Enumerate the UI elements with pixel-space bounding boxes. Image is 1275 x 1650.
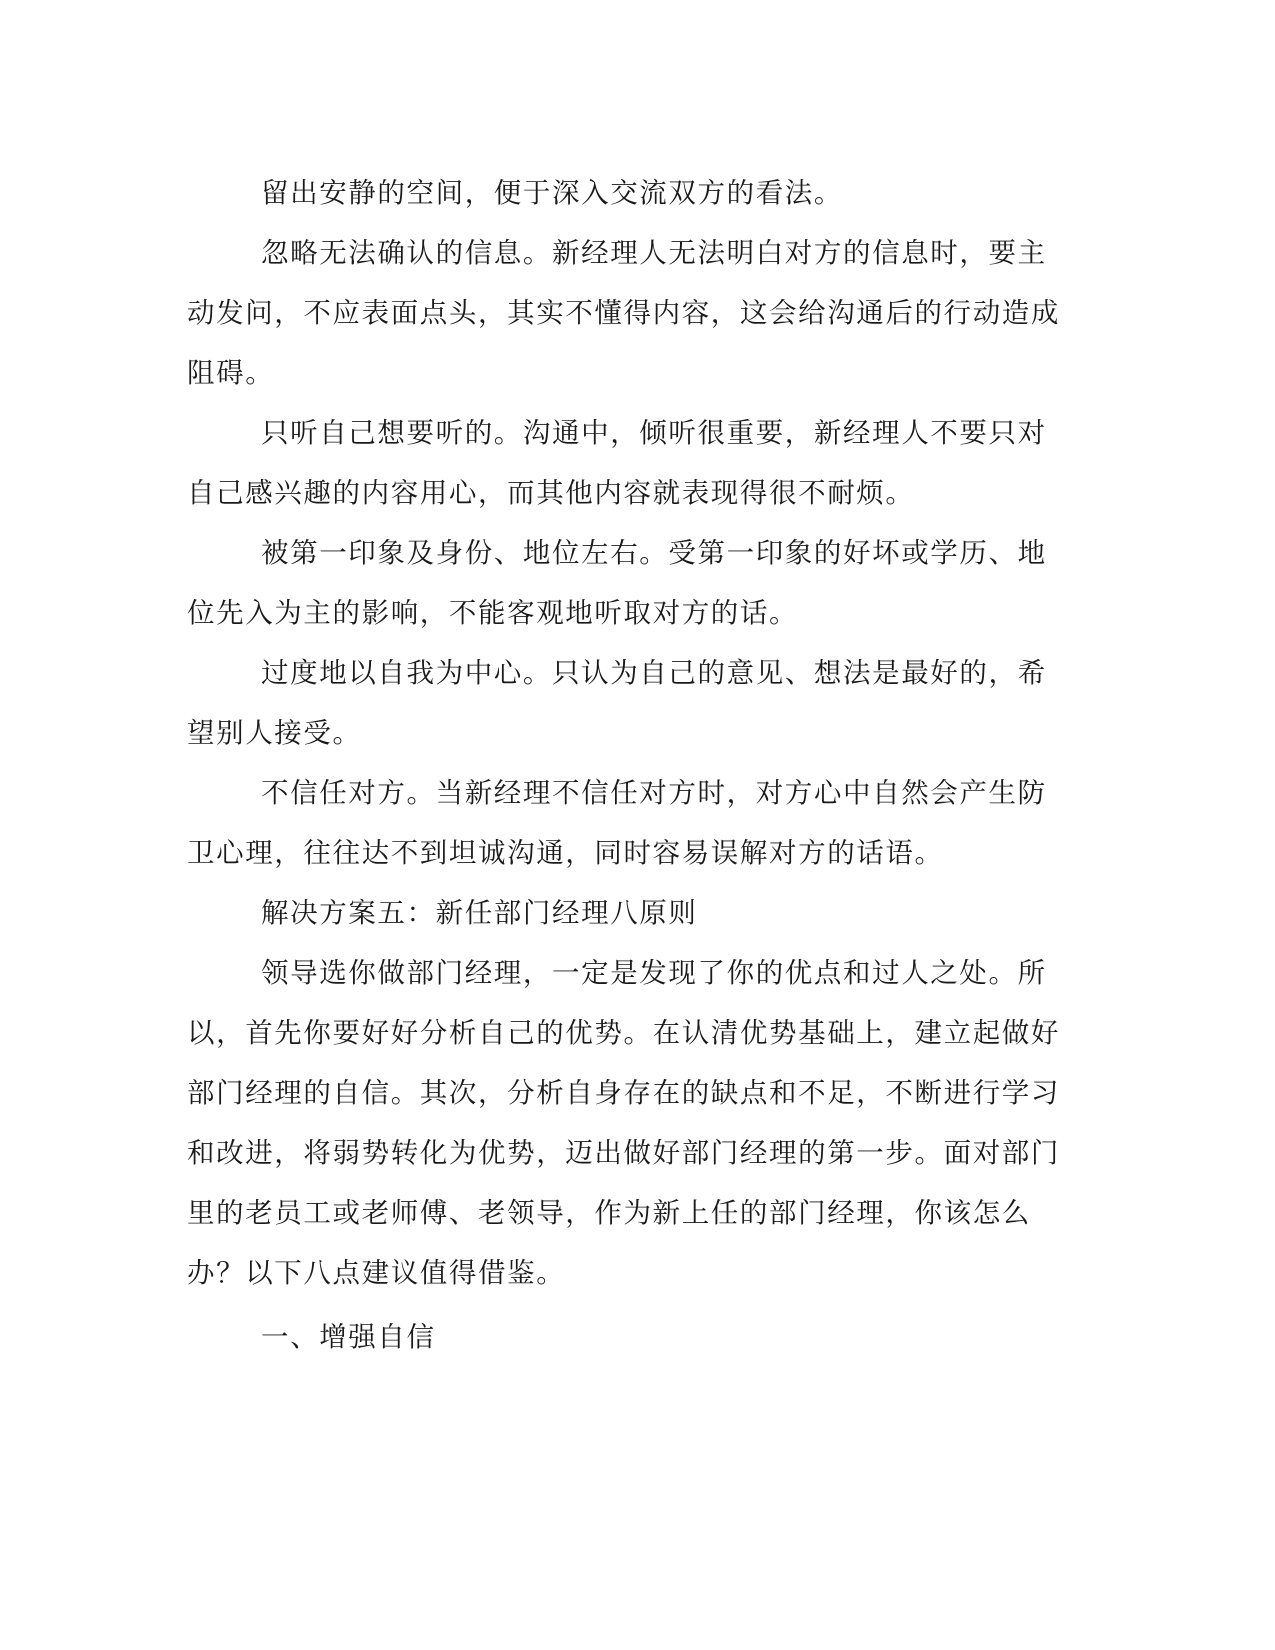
paragraph: 被第一印象及身份、地位左右。受第一印象的好坏或学历、地位先入为主的影响，不能客观地听取对方的话。	[187, 537, 1047, 629]
paragraph: 留出安静的空间，便于深入交流双方的看法。	[261, 177, 843, 209]
paragraph: 过度地以自我为中心。只认为自己的意见、想法是最好的，希望别人接受。	[187, 657, 1047, 749]
paragraph: 只听自己想要听的。沟通中，倾听很重要，新经理人不要只对自己感兴趣的内容用心，而其他内容就表现得很不耐烦。	[187, 417, 1047, 509]
document-body	[187, 163, 1067, 1367]
paragraph: 领导选你做部门经理，一定是发现了你的优点和过人之处。所以，首先你要好好分析自己的优势。在认清优势基础上，建立起做好部门经理的自信。其次，分析自身存在的缺点和不足，不断进行学习和改进，将弱势转化为优势，迈出做好部门经理的第一步。面对部门里的老员工或老师傅、老领导，作为新上任的部门经理，你该怎么办？以下八点建议值得借鉴。	[187, 957, 1060, 1289]
subsection-heading: 一、增强自信	[261, 1321, 436, 1353]
section-heading: 解决方案五：新任部门经理八原则	[261, 897, 698, 929]
paragraph: 忽略无法确认的信息。新经理人无法明白对方的信息时，要主动发问，不应表面点头，其实不懂得内容，这会给沟通后的行动造成阻碍。	[187, 237, 1060, 389]
paragraph: 不信任对方。当新经理不信任对方时，对方心中自然会产生防卫心理，往往达不到坦诚沟通，同时容易误解对方的话语。	[187, 777, 1047, 869]
